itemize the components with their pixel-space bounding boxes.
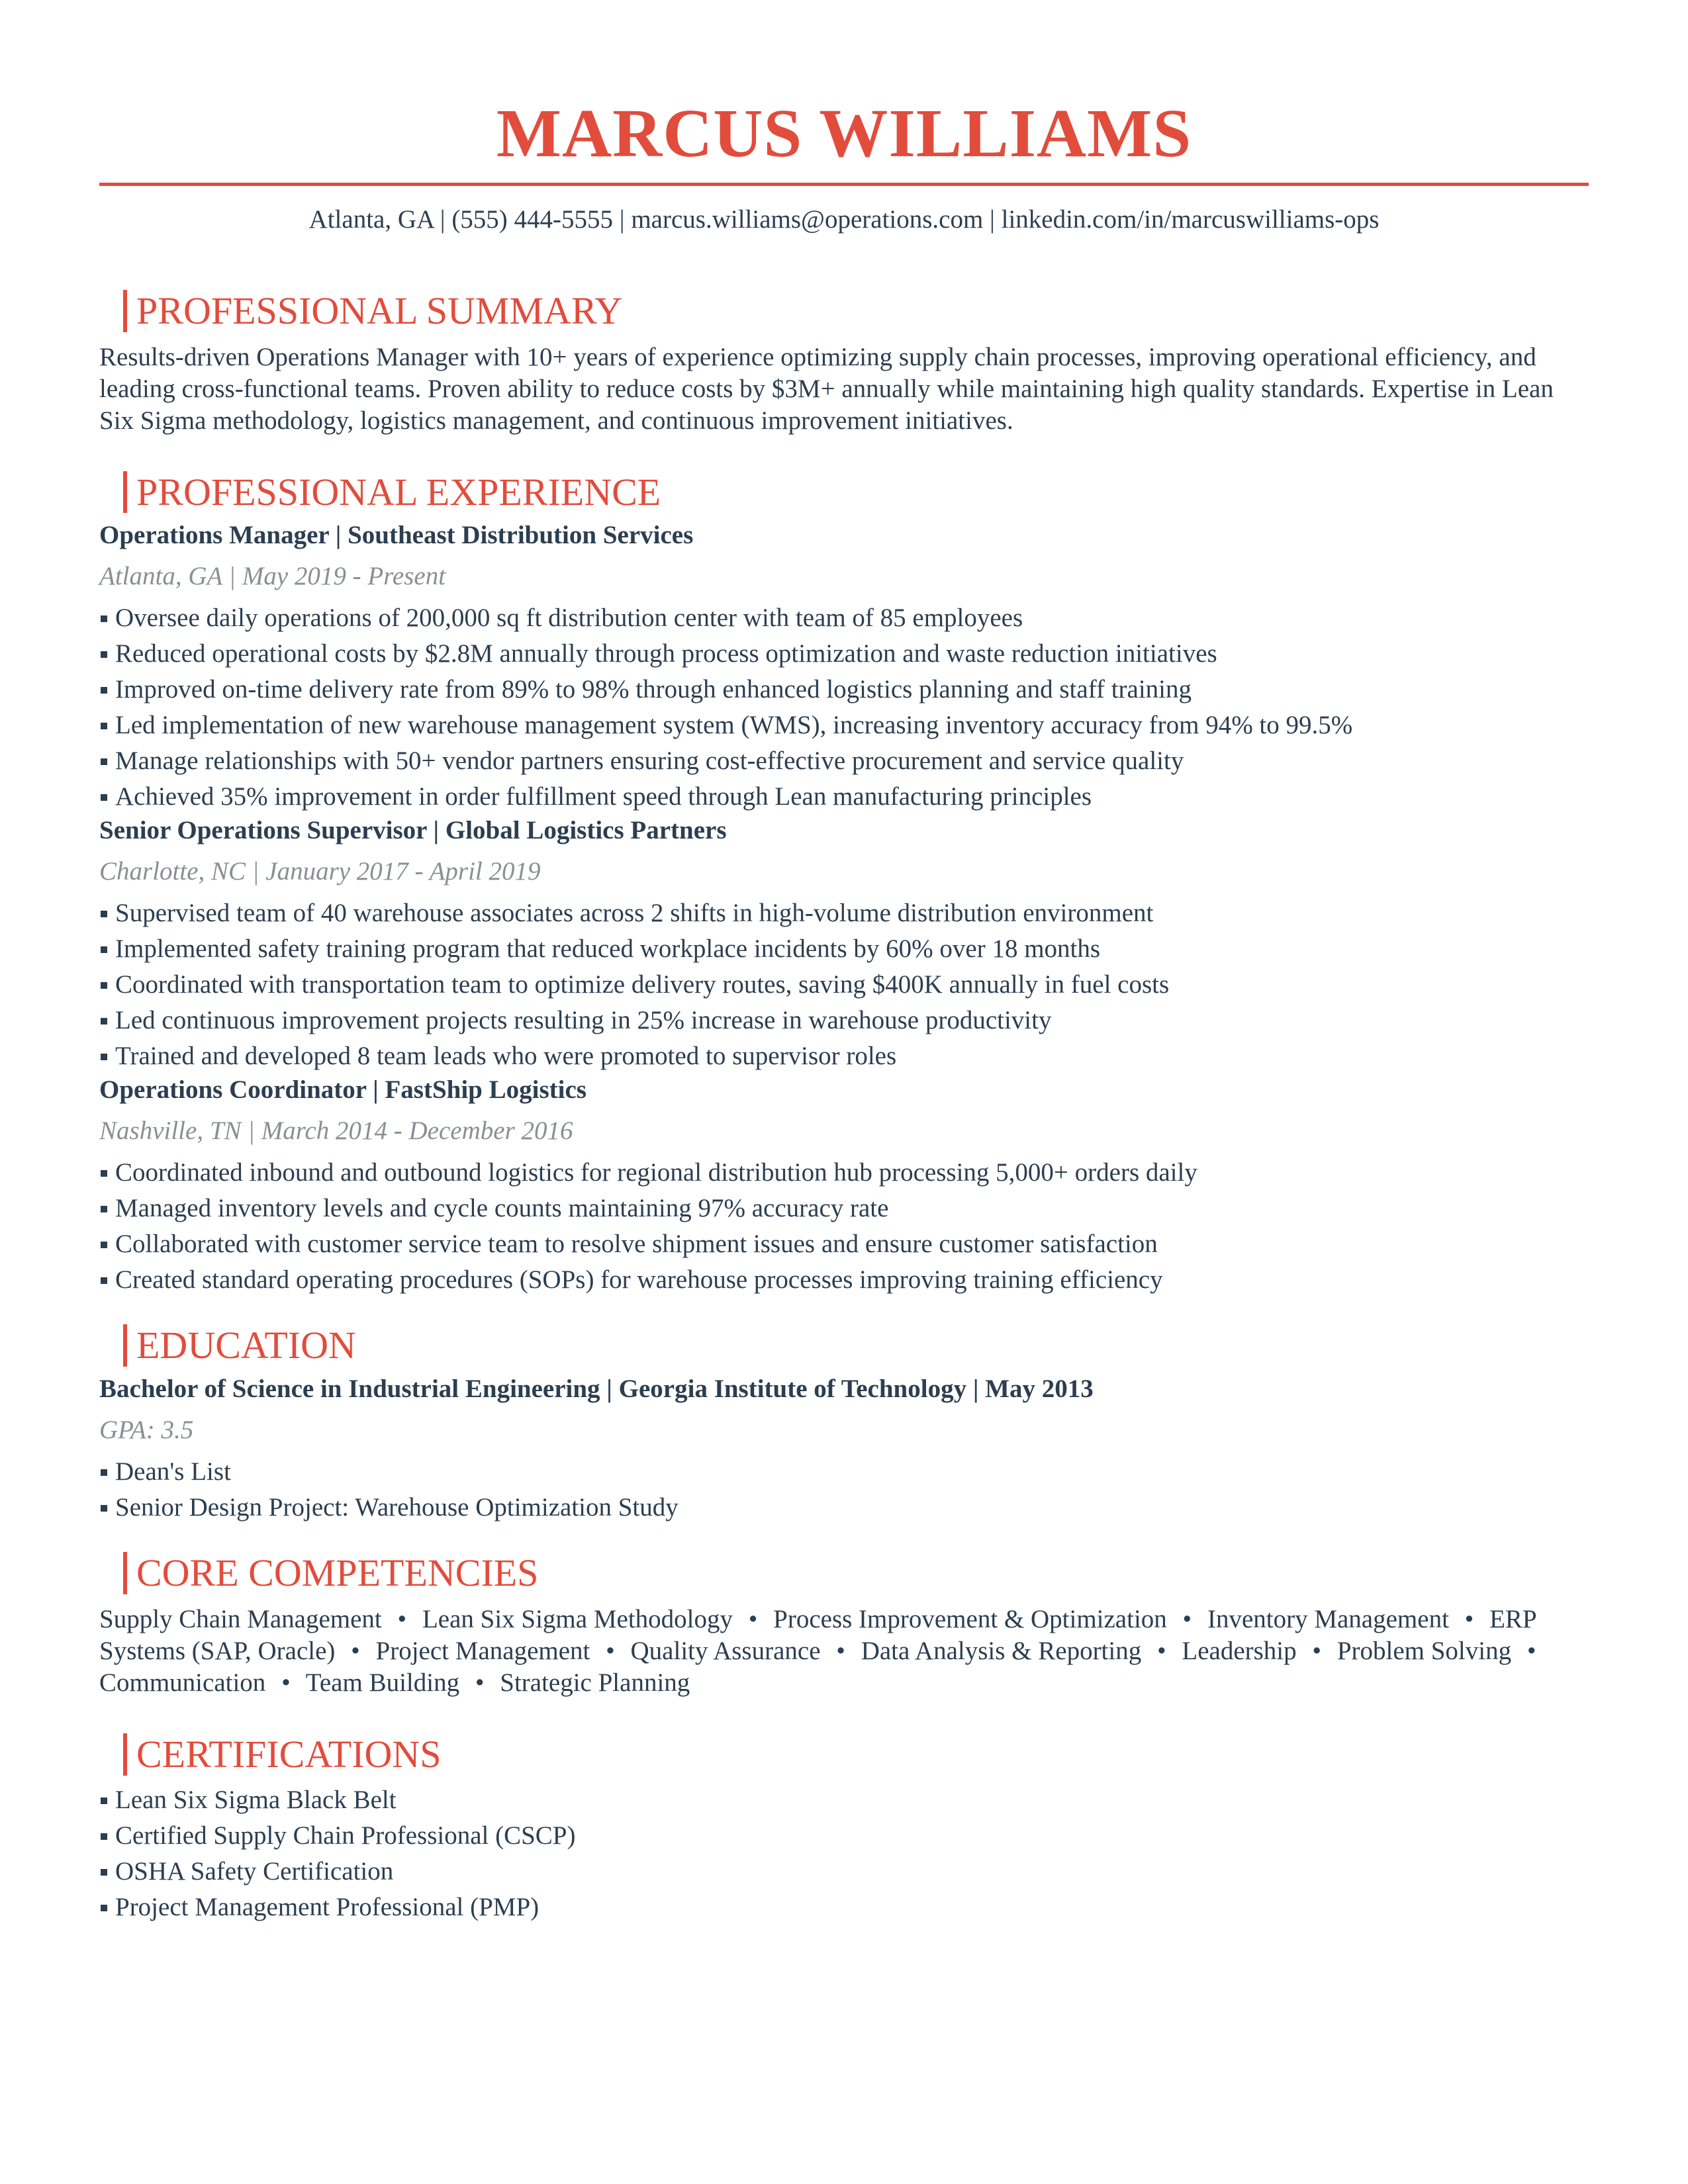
competencies-list [99, 1604, 1589, 1699]
competency-separator: • [1526, 1636, 1536, 1665]
job-bullet: Achieved 35% improvement in order fulfillment speed through Lean manufacturing principles [99, 779, 1589, 815]
summary-heading: PROFESSIONAL SUMMARY [123, 290, 1589, 332]
competency-item: Problem Solving [1336, 1636, 1512, 1665]
certification-list [99, 1782, 1589, 1925]
competency-item: Inventory Management [1207, 1604, 1449, 1633]
job-location-dates: Atlanta, GA | May 2019 - Present [99, 562, 446, 591]
certification-item: OSHA Safety Certification [99, 1854, 1589, 1889]
competency-separator: • [1182, 1604, 1192, 1633]
education-bullet: Senior Design Project: Warehouse Optimization Study [99, 1490, 1589, 1525]
education-bullet: Dean's List [99, 1454, 1589, 1490]
competency-item: Data Analysis & Reporting [861, 1636, 1142, 1665]
degree-line: Bachelor of Science in Industrial Engineering | Georgia Institute of Technology | May 2013 [99, 1375, 1094, 1404]
job-entry [99, 815, 1589, 1074]
summary-text: Results-driven Operations Manager with 10+ years of experience optimizing supply chain processes, improving operational efficiency, and leading cross-functional teams. Proven ability to reduce costs by $3M+ annually while maintaining high quality standards. Expertise in Lean Six Sigma methodology, logistics management, and continuous improvement initiatives. [99, 342, 1554, 435]
certifications-section [99, 1733, 1589, 1925]
competency-separator: • [475, 1668, 485, 1697]
education-section [99, 1324, 1589, 1525]
competency-item: Supply Chain Management [99, 1604, 382, 1633]
job-bullet: Oversee daily operations of 200,000 sq ft distribution center with team of 85 employees [99, 600, 1589, 636]
competency-separator: • [606, 1636, 615, 1665]
job-bullet: Trained and developed 8 team leads who were promoted to supervisor roles [99, 1038, 1589, 1074]
competency-separator: • [1156, 1636, 1166, 1665]
job-bullet: Created standard operating procedures (SOPs) for warehouse processes improving training efficiency [99, 1262, 1589, 1298]
competency-item: Communication [99, 1668, 266, 1697]
certification-item: Certified Supply Chain Professional (CSCP) [99, 1818, 1589, 1854]
competency-item: ERP Systems (SAP, Oracle) [99, 1604, 1536, 1665]
job-location-dates: Nashville, TN | March 2014 - December 2016 [99, 1116, 573, 1146]
competencies-heading: CORE COMPETENCIES [123, 1552, 1589, 1594]
job-bullet: Coordinated with transportation team to optimize delivery routes, saving $400K annually in fuel costs [99, 967, 1589, 1003]
job-title: Operations Manager | Southeast Distribution Services [99, 521, 694, 550]
competencies-section [99, 1552, 1589, 1699]
competency-separator: • [748, 1604, 758, 1633]
competency-item: Process Improvement & Optimization [773, 1604, 1167, 1633]
experience-section [99, 471, 1589, 1298]
header-divider [99, 183, 1589, 186]
competency-item: Strategic Planning [500, 1668, 690, 1697]
job-bullet: Managed inventory levels and cycle counts maintaining 97% accuracy rate [99, 1191, 1589, 1226]
competency-separator: • [1464, 1604, 1474, 1633]
job-bullet: Manage relationships with 50+ vendor partners ensuring cost-effective procurement and service quality [99, 743, 1589, 779]
competency-item: Lean Six Sigma Methodology [422, 1604, 733, 1633]
job-bullets [99, 600, 1589, 815]
competency-separator: • [1312, 1636, 1322, 1665]
job-bullets [99, 895, 1589, 1074]
job-bullet: Led implementation of new warehouse management system (WMS), increasing inventory accuracy from 94% to 99.5% [99, 707, 1589, 743]
education-bullets [99, 1454, 1589, 1525]
job-bullet: Reduced operational costs by $2.8M annually through process optimization and waste reduction initiatives [99, 636, 1589, 672]
job-title: Operations Coordinator | FastShip Logistics [99, 1075, 586, 1105]
candidate-name: MARCUS WILLIAMS [496, 95, 1192, 171]
job-bullet: Supervised team of 40 warehouse associates across 2 shifts in high-volume distribution environment [99, 895, 1589, 931]
gpa: GPA: 3.5 [99, 1416, 194, 1445]
contact-line: Atlanta, GA | (555) 444-5555 | marcus.williams@operations.com | linkedin.com/in/marcuswilliams-ops [308, 205, 1380, 234]
job-bullet: Collaborated with customer service team to resolve shipment issues and ensure customer satisfaction [99, 1226, 1589, 1262]
job-entry [99, 520, 1589, 815]
competency-item: Project Management [375, 1636, 590, 1665]
job-location-dates: Charlotte, NC | January 2017 - April 2019 [99, 857, 541, 886]
job-bullets [99, 1155, 1589, 1298]
job-bullet: Implemented safety training program that reduced workplace incidents by 60% over 18 months [99, 931, 1589, 967]
job-bullet: Led continuous improvement projects resulting in 25% increase in warehouse productivity [99, 1003, 1589, 1038]
competency-separator: • [281, 1668, 291, 1697]
certifications-heading: CERTIFICATIONS [123, 1733, 1589, 1776]
certification-item: Project Management Professional (PMP) [99, 1889, 1589, 1925]
summary-section [99, 290, 1589, 437]
competency-item: Quality Assurance [630, 1636, 821, 1665]
job-bullet: Improved on-time delivery rate from 89% to 98% through enhanced logistics planning and staff training [99, 672, 1589, 707]
competency-item: Leadership [1182, 1636, 1297, 1665]
job-title: Senior Operations Supervisor | Global Logistics Partners [99, 816, 727, 845]
certification-item: Lean Six Sigma Black Belt [99, 1782, 1589, 1818]
experience-heading: PROFESSIONAL EXPERIENCE [123, 471, 1589, 514]
education-heading: EDUCATION [123, 1324, 1589, 1367]
competency-separator: • [397, 1604, 407, 1633]
competency-separator: • [351, 1636, 360, 1665]
job-entry [99, 1074, 1589, 1298]
job-bullet: Coordinated inbound and outbound logistics for regional distribution hub processing 5,000+ orders daily [99, 1155, 1589, 1191]
competency-separator: • [836, 1636, 845, 1665]
competency-item: Team Building [305, 1668, 460, 1697]
